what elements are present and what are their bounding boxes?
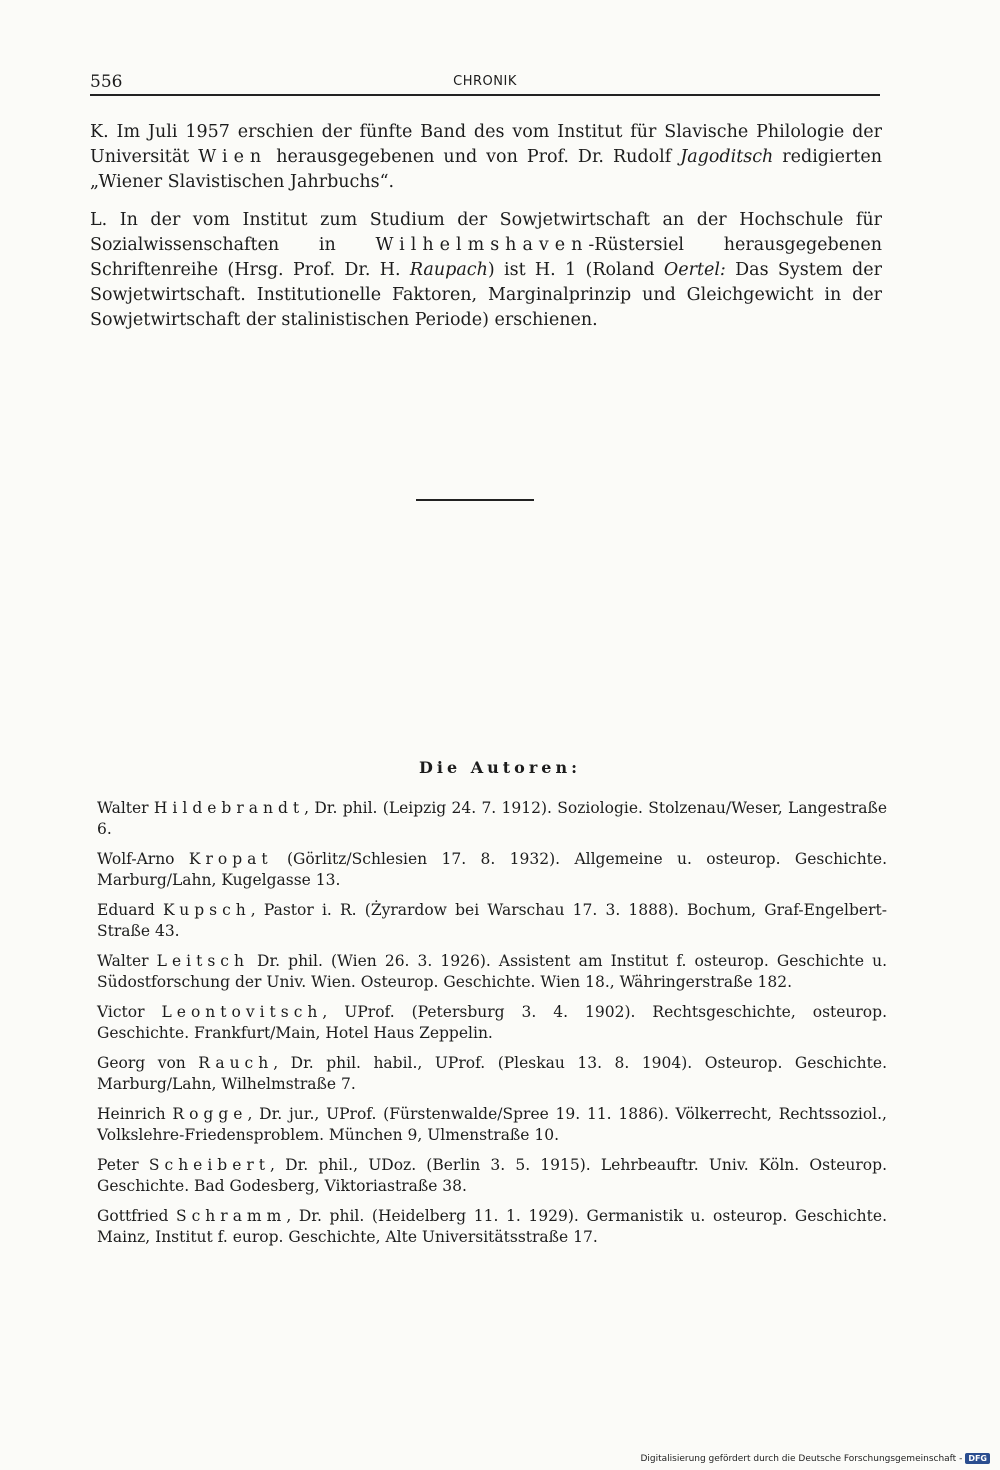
editor-name: Jagoditsch	[680, 147, 774, 167]
author-details: , Dr. jur., UProf. (Fürstenwalde/Spree 19. 11. 1886). Völkerrecht, Rechtssoziol., Volkslehre-Friedensproblem. München 9, Ulmenstraße 10.	[97, 1105, 887, 1144]
paragraph-l	[90, 208, 882, 333]
author-surname: Kropat	[188, 850, 273, 868]
spaced-city: Wilhelmshaven	[375, 235, 589, 255]
author-first-name: Gottfried	[97, 1207, 176, 1225]
author-first-name: Walter	[97, 952, 157, 970]
paragraph-text: Das System der Sowjetwirtschaft. Institutionelle Faktoren, Marginalprinzip und Gleichgewicht in der Sowjetwirtschaft der stalinistischen Periode) erschienen.	[90, 260, 882, 330]
author-details: , Dr. phil. habil., UProf. (Pleskau 13. 8. 1904). Osteurop. Geschichte. Marburg/Lahn, Wilhelmstraße 7.	[97, 1054, 887, 1093]
page-number: 556	[90, 72, 123, 92]
paragraph-k	[90, 120, 882, 195]
authors-list	[97, 798, 887, 1257]
author-entry	[97, 1104, 887, 1146]
author-surname: Rogge	[172, 1105, 248, 1123]
spaced-city: Wien	[198, 147, 268, 167]
author-first-name: Victor	[97, 1003, 162, 1021]
author-surname: Rauch	[198, 1054, 274, 1072]
paragraph-text: redigierten „Wiener Slavistischen Jahrbuchs“.	[90, 147, 882, 192]
running-head: CHRONIK	[453, 74, 517, 89]
dfg-logo: DFG	[965, 1453, 990, 1464]
authors-heading: Die Autoren:	[419, 758, 581, 777]
digitization-footer	[640, 1453, 990, 1464]
editor-name: Raupach	[409, 260, 488, 280]
author-first-name: Georg von	[97, 1054, 199, 1072]
author-surname: Scheibert	[148, 1156, 271, 1174]
section-divider	[416, 499, 534, 501]
paragraph-text: L. In der vom Institut zum Studium der Sowjetwirtschaft an der Hochschule für Sozialwissenschaften in	[90, 210, 882, 255]
paragraph-text: ) ist H. 1 (Roland	[487, 260, 664, 280]
author-details: , Pastor i. R. (Żyrardow bei Warschau 17. 3. 1888). Bochum, Graf-Engelbert-Straße 43.	[97, 901, 887, 940]
author-entry	[97, 951, 887, 993]
author-first-name: Wolf-Arno	[97, 850, 189, 868]
footer-text: Digitalisierung gefördert durch die Deutsche Forschungsgemeinschaft -	[640, 1453, 963, 1464]
author-first-name: Heinrich	[97, 1105, 173, 1123]
author-details: (Görlitz/Schlesien 17. 8. 1932). Allgemeine u. osteurop. Geschichte. Marburg/Lahn, Kugelgasse 13.	[97, 850, 888, 889]
author-surname: Hildebrandt	[153, 799, 305, 817]
author-first-name: Peter	[97, 1156, 149, 1174]
author-surname: Schramm	[176, 1207, 287, 1225]
author-details: Dr. phil. (Wien 26. 3. 1926). Assistent am Institut f. osteurop. Geschichte u. Südostforschung der Univ. Wien. Osteurop. Geschichte. Wien 18., Währingerstraße 182.	[97, 952, 888, 991]
author-first-name: Walter	[97, 799, 154, 817]
author-entry	[97, 1002, 887, 1044]
author-details: , Dr. phil. (Leipzig 24. 7. 1912). Soziologie. Stolzenau/Weser, Langestraße 6.	[97, 799, 887, 838]
author-entry	[97, 1155, 887, 1197]
paragraph-text: K. Im Juli 1957 erschien der fünfte Band des vom Institut für Slavische Philologie der Universität	[90, 122, 882, 167]
paragraph-text: herausgegebenen und von Prof. Dr. Rudolf	[267, 147, 681, 167]
author-surname: Leitsch	[156, 952, 249, 970]
author-details: , UProf. (Petersburg 3. 4. 1902). Rechtsgeschichte, osteurop. Geschichte. Frankfurt/Main, Hotel Haus Zeppelin.	[97, 1003, 887, 1042]
paragraph-text: -Rüstersiel herausgegebenen Schriftenreihe (Hrsg. Prof. Dr. H.	[90, 235, 882, 280]
author-first-name: Eduard	[97, 901, 163, 919]
author-details: , Dr. phil., UDoz. (Berlin 3. 5. 1915). Lehrbeauftr. Univ. Köln. Osteurop. Geschichte. Bad Godesberg, Viktoriastraße 38.	[97, 1156, 887, 1195]
author-entry	[97, 798, 887, 840]
author-entry	[97, 1206, 887, 1248]
author-surname: Leontovitsch	[161, 1003, 323, 1021]
author-name: Oertel:	[663, 260, 726, 280]
author-entry	[97, 849, 887, 891]
author-entry	[97, 900, 887, 942]
page-header	[90, 70, 880, 96]
author-details: , Dr. phil. (Heidelberg 11. 1. 1929). Germanistik u. osteurop. Geschichte. Mainz, Institut f. europ. Geschichte, Alte Universitätsstraße 17.	[97, 1207, 887, 1246]
author-entry	[97, 1053, 887, 1095]
author-surname: Kupsch	[162, 901, 251, 919]
